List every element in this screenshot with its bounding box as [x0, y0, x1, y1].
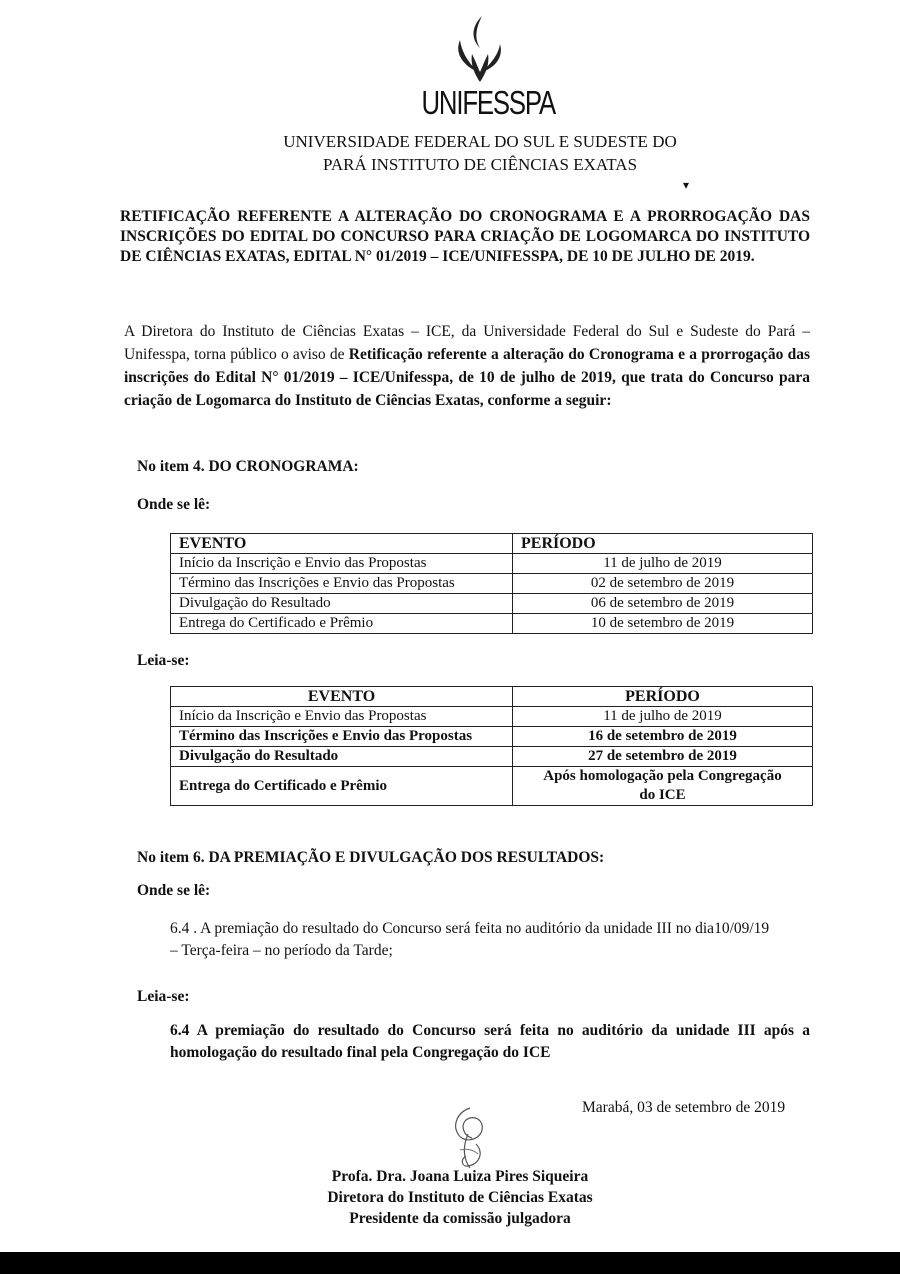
event-cell: Entrega do Certificado e Prêmio	[171, 767, 513, 806]
event-cell: Entrega do Certificado e Prêmio	[171, 614, 513, 634]
table-header-row	[171, 534, 813, 554]
scan-bottom-border	[0, 1252, 900, 1274]
table-row	[171, 594, 813, 614]
signer-name: Profa. Dra. Joana Luiza Pires Siqueira	[331, 1168, 589, 1185]
handwritten-signature	[440, 1104, 500, 1174]
period-cell: Após homologação pela Congregação do ICE	[513, 767, 813, 806]
header-periodo: PERÍODO	[513, 534, 813, 554]
old-item-line-1: 6.4 . A premiação do resultado do Concurso será feita no auditório da unidade III no dia10/09/19	[170, 920, 770, 937]
section4-heading: No item 4. DO CRONOGRAMA:	[137, 458, 359, 475]
header-evento: EVENTO	[171, 534, 513, 554]
event-cell: Início da Inscrição e Envio das Propostas	[171, 707, 513, 727]
institution-line-1: UNIVERSIDADE FEDERAL DO SUL E SUDESTE DO	[283, 132, 677, 151]
section4-leia-label: Leia-se:	[137, 652, 190, 669]
table-row	[171, 767, 813, 806]
header-evento: EVENTO	[171, 687, 513, 707]
event-cell: Divulgação do Resultado	[171, 747, 513, 767]
new-schedule-table	[170, 686, 813, 806]
signer-role-1: Diretora do Instituto de Ciências Exatas	[327, 1189, 593, 1206]
table-row	[171, 707, 813, 727]
event-cell: Início da Inscrição e Envio das Propostas	[171, 554, 513, 574]
document-title: RETIFICAÇÃO REFERENTE A ALTERAÇÃO DO CRONOGRAMA E A PRORROGAÇÃO DAS INSCRIÇÕES DO EDITAL DO CONCURSO PARA CRIAÇÃO DE LOGOMARCA DO INSTITUTO DE CIÊNCIAS EXATAS, EDITAL N° 01/2019 – ICE/UNIFESSPA, DE 10 DE JULHO DE 2019.	[120, 208, 810, 265]
table-row	[171, 574, 813, 594]
period-cell: 02 de setembro de 2019	[513, 574, 813, 594]
table-header-row	[171, 687, 813, 707]
table-row	[171, 554, 813, 574]
intro-text: A Diretora do Instituto de Ciências Exatas – ICE, da Universidade Federal do Sul e Sudeste do Pará – Unifesspa, torna público o aviso de	[124, 323, 810, 363]
old-item-line-2: – Terça-feira – no período da Tarde;	[170, 942, 393, 959]
section6-heading: No item 6. DA PREMIAÇÃO E DIVULGAÇÃO DOS RESULTADOS:	[137, 849, 605, 866]
period-cell: 06 de setembro de 2019	[513, 594, 813, 614]
old-schedule-table	[170, 533, 813, 634]
signer-role-2: Presidente da comissão julgadora	[349, 1210, 571, 1227]
period-cell: 27 de setembro de 2019	[513, 747, 813, 767]
institution-line-2: PARÁ INSTITUTO DE CIÊNCIAS EXATAS	[322, 155, 638, 174]
stray-mark: ▾	[683, 178, 690, 192]
intro-paragraph	[124, 320, 810, 412]
period-cell: 10 de setembro de 2019	[513, 614, 813, 634]
place-date: Marabá, 03 de setembro de 2019	[582, 1099, 786, 1116]
section6-onde-label: Onde se lê:	[137, 882, 211, 899]
logo-wordmark: UNIFESSPA	[421, 84, 555, 121]
intro-bold-text: Retificação referente a alteração do Cronograma e a prorrogação das inscrições do Edital N° 01/2019 – ICE/Unifesspa, de 10 de julho de 2019, que trata do Concurso para criação de Logomarca do Instituto de Ciências Exatas, conforme a seguir:	[124, 346, 810, 409]
period-cell: 11 de julho de 2019	[513, 707, 813, 727]
unifesspa-logo-icon	[448, 14, 512, 84]
new-item-6-4: 6.4 A premiação do resultado do Concurso será feita no auditório da unidade III após a homologação do resultado final pela Congregação do ICE	[170, 1022, 810, 1061]
period-cell: 16 de setembro de 2019	[513, 727, 813, 747]
table-row	[171, 614, 813, 634]
event-cell: Término das Inscrições e Envio das Propostas	[171, 574, 513, 594]
event-cell: Divulgação do Resultado	[171, 594, 513, 614]
section6-leia-label: Leia-se:	[137, 988, 190, 1005]
table-row	[171, 727, 813, 747]
old-item-6-4	[170, 918, 810, 962]
table-row	[171, 747, 813, 767]
period-cell: 11 de julho de 2019	[513, 554, 813, 574]
section4-onde-label: Onde se lê:	[137, 496, 211, 513]
header-periodo: PERÍODO	[513, 687, 813, 707]
event-cell: Término das Inscrições e Envio das Propostas	[171, 727, 513, 747]
